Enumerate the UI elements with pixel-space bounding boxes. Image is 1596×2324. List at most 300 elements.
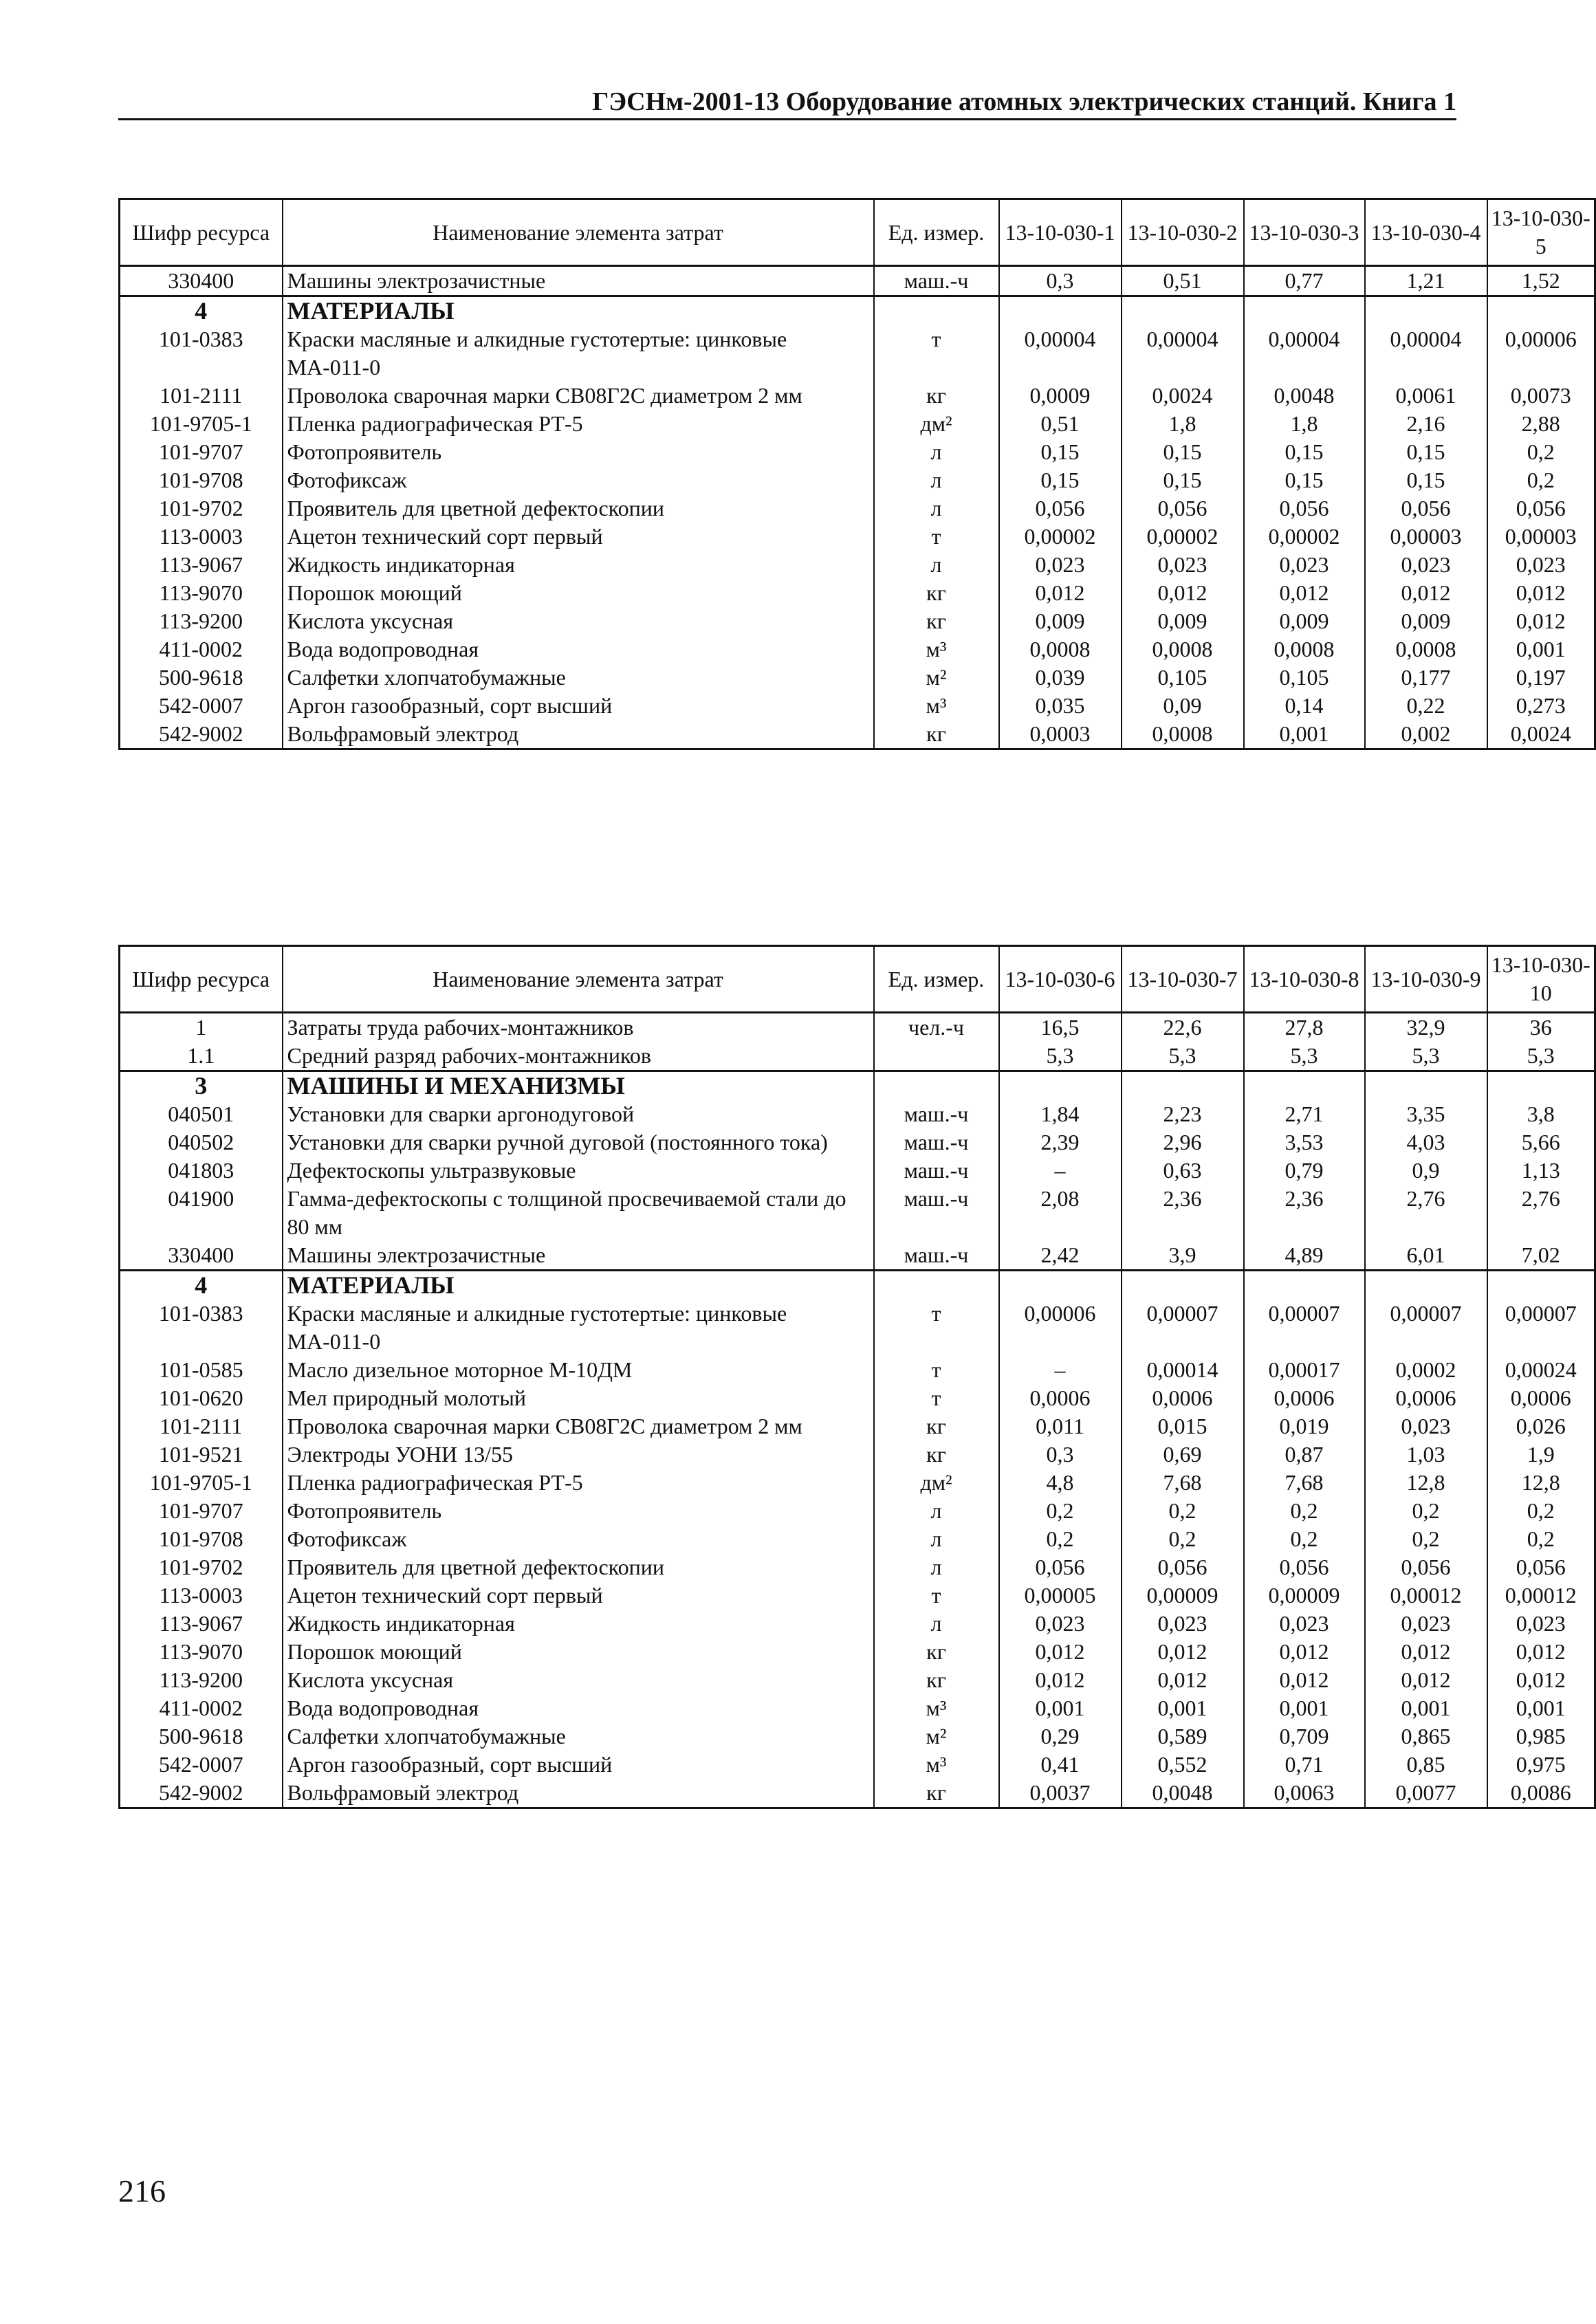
unit-cell: л [874, 1610, 999, 1638]
value-cell: 0,00006 [1487, 325, 1595, 382]
value-cell [1244, 296, 1365, 326]
resource-code: 1.1 [120, 1042, 283, 1071]
value-cell: 0,0008 [999, 635, 1122, 664]
resource-code: 101-2111 [120, 382, 283, 410]
value-cell [1487, 296, 1595, 326]
value-cell: 0,15 [1122, 438, 1244, 466]
value-cell: 0,023 [1487, 551, 1595, 579]
value-cell: 0,012 [1122, 1638, 1244, 1666]
table-row [120, 266, 1595, 296]
unit-cell: л [874, 1525, 999, 1553]
value-cell: 2,36 [1244, 1185, 1365, 1241]
value-cell: 0,00007 [1365, 1300, 1487, 1356]
resource-name: Порошок моющий [283, 579, 874, 607]
column-header: Наименование элемента затрат [283, 946, 874, 1013]
table-row [120, 635, 1595, 664]
unit-cell: м³ [874, 1751, 999, 1779]
unit-cell: кг [874, 1412, 999, 1440]
table-row [120, 466, 1595, 494]
value-cell: 0,00007 [1122, 1300, 1244, 1356]
column-header: 13-10-030-5 [1487, 199, 1595, 266]
table-row [120, 1013, 1595, 1042]
value-cell: 1,13 [1487, 1156, 1595, 1185]
value-cell: 0,001 [1487, 1694, 1595, 1722]
value-cell [1487, 1071, 1595, 1101]
value-cell: 0,056 [1487, 494, 1595, 523]
value-cell: 0,589 [1122, 1722, 1244, 1751]
table-row [120, 1497, 1595, 1525]
resource-code: 040502 [120, 1128, 283, 1156]
table-row [120, 692, 1595, 720]
resource-name: Установки для сварки ручной дуговой (постоянного тока) [283, 1128, 874, 1156]
value-cell: 0,00007 [1487, 1300, 1595, 1356]
unit-cell: кг [874, 1440, 999, 1469]
unit-cell: л [874, 1497, 999, 1525]
value-cell: 0,023 [999, 1610, 1122, 1638]
table-row [120, 1156, 1595, 1185]
value-cell: 5,66 [1487, 1128, 1595, 1156]
value-cell: 0,0006 [1365, 1384, 1487, 1412]
table-row [120, 1694, 1595, 1722]
table-row [120, 607, 1595, 635]
resource-code: 411-0002 [120, 1694, 283, 1722]
value-cell: 0,00005 [999, 1581, 1122, 1610]
value-cell: 0,056 [1122, 1553, 1244, 1581]
value-cell [1487, 1271, 1595, 1300]
table-row [120, 1638, 1595, 1666]
value-cell: 0,29 [999, 1722, 1122, 1751]
value-cell: 0,012 [999, 1638, 1122, 1666]
value-cell: 0,2 [1487, 466, 1595, 494]
column-header: 13-10-030-3 [1244, 199, 1365, 266]
resource-code: 411-0002 [120, 635, 283, 664]
unit-cell: т [874, 325, 999, 382]
resource-code: 500-9618 [120, 1722, 283, 1751]
value-cell [1365, 1271, 1487, 1300]
unit-cell: маш.-ч [874, 266, 999, 296]
value-cell: 0,012 [1244, 1666, 1365, 1694]
value-cell: 0,975 [1487, 1751, 1595, 1779]
value-cell: 0,69 [1122, 1440, 1244, 1469]
value-cell: 0,023 [999, 551, 1122, 579]
resource-code: 113-9200 [120, 607, 283, 635]
resource-name: Машины электрозачистные [283, 266, 874, 296]
resource-code: 330400 [120, 266, 283, 296]
unit-cell: маш.-ч [874, 1156, 999, 1185]
value-cell: 0,00009 [1122, 1581, 1244, 1610]
value-cell: 0,865 [1365, 1722, 1487, 1751]
value-cell: 0,15 [999, 438, 1122, 466]
value-cell: 0,51 [999, 410, 1122, 438]
column-header: 13-10-030-4 [1365, 199, 1487, 266]
column-header: 13-10-030-10 [1487, 946, 1595, 1013]
value-cell: 0,001 [1365, 1694, 1487, 1722]
value-cell: 2,76 [1365, 1185, 1487, 1241]
resource-name: Вольфрамовый электрод [283, 1779, 874, 1808]
value-cell [1122, 1271, 1244, 1300]
value-cell: 0,012 [999, 579, 1122, 607]
value-cell: 0,00004 [1122, 325, 1244, 382]
resource-name: Фотопроявитель [283, 438, 874, 466]
value-cell: 16,5 [999, 1013, 1122, 1042]
resource-code: 101-0585 [120, 1356, 283, 1384]
value-cell: 0,023 [1365, 551, 1487, 579]
resource-table-1 [118, 198, 1596, 750]
value-cell: 0,2 [1487, 1497, 1595, 1525]
value-cell: 0,00004 [999, 325, 1122, 382]
value-cell: 0,51 [1122, 266, 1244, 296]
column-header: 13-10-030-8 [1244, 946, 1365, 1013]
value-cell: 0,056 [1244, 494, 1365, 523]
value-cell: 0,0006 [1244, 1384, 1365, 1412]
value-cell: 0,023 [1487, 1610, 1595, 1638]
value-cell: 0,15 [1365, 466, 1487, 494]
resource-code: 101-9705-1 [120, 410, 283, 438]
value-cell: 3,9 [1122, 1241, 1244, 1271]
value-cell [999, 1271, 1122, 1300]
value-cell: 0,00024 [1487, 1356, 1595, 1384]
value-cell: 0,012 [999, 1666, 1122, 1694]
value-cell: 0,056 [999, 494, 1122, 523]
value-cell: 0,012 [1487, 1638, 1595, 1666]
unit-cell [874, 1271, 999, 1300]
table-row [120, 325, 1595, 382]
resource-name: Ацетон технический сорт первый [283, 523, 874, 551]
resource-name: Аргон газообразный, сорт высший [283, 1751, 874, 1779]
resource-name: Пленка радиографическая РТ-5 [283, 1469, 874, 1497]
value-cell: 0,015 [1122, 1412, 1244, 1440]
value-cell: 0,023 [1244, 551, 1365, 579]
table-row [120, 1185, 1595, 1241]
resource-code: 101-9708 [120, 1525, 283, 1553]
value-cell: 0,0086 [1487, 1779, 1595, 1808]
table-row [120, 1722, 1595, 1751]
resource-name: Пленка радиографическая РТ-5 [283, 410, 874, 438]
resource-name: Дефектоскопы ультразвуковые [283, 1156, 874, 1185]
value-cell: 0,023 [1122, 1610, 1244, 1638]
resource-name: Вода водопроводная [283, 1694, 874, 1722]
value-cell: 0,00003 [1487, 523, 1595, 551]
value-cell: 0,0048 [1244, 382, 1365, 410]
value-cell: 0,2 [1365, 1497, 1487, 1525]
value-cell: 7,68 [1244, 1469, 1365, 1497]
resource-name: Фотопроявитель [283, 1497, 874, 1525]
value-cell: 4,89 [1244, 1241, 1365, 1271]
resource-name: Проволока сварочная марки СВ08Г2С диаметром 2 мм [283, 1412, 874, 1440]
value-cell: 0,00009 [1244, 1581, 1365, 1610]
resource-name: Жидкость индикаторная [283, 551, 874, 579]
value-cell: 3,35 [1365, 1100, 1487, 1128]
resource-code: 542-9002 [120, 1779, 283, 1808]
resource-name: Фотофиксаж [283, 466, 874, 494]
unit-cell: т [874, 1356, 999, 1384]
resource-name: Машины электрозачистные [283, 1241, 874, 1271]
resource-name: Салфетки хлопчатобумажные [283, 664, 874, 692]
value-cell: 0,001 [1487, 635, 1595, 664]
column-header: Ед. измер. [874, 946, 999, 1013]
resource-code: 101-9702 [120, 1553, 283, 1581]
resource-name: Средний разряд рабочих-монтажников [283, 1042, 874, 1071]
unit-cell: кг [874, 1638, 999, 1666]
value-cell: 0,552 [1122, 1751, 1244, 1779]
value-cell: 36 [1487, 1013, 1595, 1042]
value-cell: 0,14 [1244, 692, 1365, 720]
value-cell: 0,00002 [1244, 523, 1365, 551]
value-cell: 0,012 [1244, 579, 1365, 607]
table-row [120, 1553, 1595, 1581]
resource-code: 101-9707 [120, 1497, 283, 1525]
value-cell: 0,105 [1244, 664, 1365, 692]
resource-code: 113-9070 [120, 1638, 283, 1666]
value-cell: 0,012 [1487, 579, 1595, 607]
value-cell: 5,3 [999, 1042, 1122, 1071]
value-cell: 0,002 [1365, 720, 1487, 749]
column-header: 13-10-030-1 [999, 199, 1122, 266]
value-cell: 0,012 [1244, 1638, 1365, 1666]
value-cell: 0,009 [1122, 607, 1244, 635]
unit-cell [874, 1071, 999, 1101]
value-cell: 0,00003 [1365, 523, 1487, 551]
resource-name: Аргон газообразный, сорт высший [283, 692, 874, 720]
value-cell: 0,0024 [1487, 720, 1595, 749]
value-cell: 0,985 [1487, 1722, 1595, 1751]
resource-name: МАТЕРИАЛЫ [283, 296, 874, 326]
resource-name: Кислота уксусная [283, 1666, 874, 1694]
resource-code: 113-9070 [120, 579, 283, 607]
value-cell: 0,2 [1487, 438, 1595, 466]
value-cell: 0,00012 [1487, 1581, 1595, 1610]
resource-code: 542-0007 [120, 1751, 283, 1779]
value-cell: 0,105 [1122, 664, 1244, 692]
resource-name: Затраты труда рабочих-монтажников [283, 1013, 874, 1042]
value-cell: 0,0024 [1122, 382, 1244, 410]
table-row [120, 1525, 1595, 1553]
value-cell: 0,00006 [999, 1300, 1122, 1356]
unit-cell [874, 296, 999, 326]
value-cell: 0,035 [999, 692, 1122, 720]
value-cell: 6,01 [1365, 1241, 1487, 1271]
resource-table-2 [118, 945, 1596, 1809]
value-cell: 1,8 [1122, 410, 1244, 438]
value-cell: 12,8 [1365, 1469, 1487, 1497]
unit-cell: л [874, 551, 999, 579]
resource-code: 041803 [120, 1156, 283, 1185]
unit-cell: кг [874, 1666, 999, 1694]
value-cell: 0,001 [1122, 1694, 1244, 1722]
value-cell: 0,15 [1365, 438, 1487, 466]
table-row [120, 438, 1595, 466]
value-cell: 0,056 [1365, 1553, 1487, 1581]
table-row [120, 1128, 1595, 1156]
unit-cell: т [874, 1384, 999, 1412]
unit-cell: маш.-ч [874, 1241, 999, 1271]
value-cell: 0,71 [1244, 1751, 1365, 1779]
value-cell: 7,68 [1122, 1469, 1244, 1497]
value-cell: 0,63 [1122, 1156, 1244, 1185]
table-row [120, 1300, 1595, 1356]
value-cell: 0,00004 [1365, 325, 1487, 382]
table-row [120, 1469, 1595, 1497]
table-row [120, 382, 1595, 410]
value-cell: 0,019 [1244, 1412, 1365, 1440]
unit-cell: т [874, 523, 999, 551]
resource-code: 500-9618 [120, 664, 283, 692]
table-row [120, 1581, 1595, 1610]
resource-code: 542-0007 [120, 692, 283, 720]
value-cell: 0,00007 [1244, 1300, 1365, 1356]
resource-code: 4 [120, 296, 283, 326]
value-cell: 0,0073 [1487, 382, 1595, 410]
unit-cell: дм² [874, 1469, 999, 1497]
resource-code: 3 [120, 1071, 283, 1101]
value-cell: 0,3 [999, 266, 1122, 296]
unit-cell: маш.-ч [874, 1128, 999, 1156]
resource-code: 101-9702 [120, 494, 283, 523]
resource-code: 542-9002 [120, 720, 283, 749]
resource-code: 101-9708 [120, 466, 283, 494]
column-header: 13-10-030-9 [1365, 946, 1487, 1013]
value-cell [1365, 1071, 1487, 1101]
value-cell: 0,012 [1365, 579, 1487, 607]
value-cell: 0,0009 [999, 382, 1122, 410]
unit-cell: кг [874, 1779, 999, 1808]
resource-code: 113-9067 [120, 551, 283, 579]
table-row [120, 1440, 1595, 1469]
value-cell: 0,012 [1487, 607, 1595, 635]
column-header: 13-10-030-2 [1122, 199, 1244, 266]
value-cell: 0,2 [1244, 1525, 1365, 1553]
unit-cell: кг [874, 720, 999, 749]
resource-code: 101-2111 [120, 1412, 283, 1440]
value-cell: 0,0006 [1487, 1384, 1595, 1412]
value-cell: 0,77 [1244, 266, 1365, 296]
table-row [120, 664, 1595, 692]
value-cell: 0,2 [1487, 1525, 1595, 1553]
value-cell: 0,011 [999, 1412, 1122, 1440]
table-row [120, 1412, 1595, 1440]
value-cell: 0,023 [1244, 1610, 1365, 1638]
value-cell: 22,6 [1122, 1013, 1244, 1042]
table-row [120, 551, 1595, 579]
value-cell: 0,2 [1244, 1497, 1365, 1525]
value-cell [1244, 1271, 1365, 1300]
unit-cell [874, 1042, 999, 1071]
resource-name: Кислота уксусная [283, 607, 874, 635]
unit-cell: чел.-ч [874, 1013, 999, 1042]
resource-name: МАТЕРИАЛЫ [283, 1271, 874, 1300]
value-cell: 0,2 [999, 1497, 1122, 1525]
page-number: 216 [118, 2173, 166, 2208]
table-row [120, 720, 1595, 749]
value-cell: 0,15 [1244, 466, 1365, 494]
value-cell: 0,00002 [999, 523, 1122, 551]
unit-cell: т [874, 1581, 999, 1610]
value-cell: 0,41 [999, 1751, 1122, 1779]
value-cell: 0,039 [999, 664, 1122, 692]
value-cell: 0,3 [999, 1440, 1122, 1469]
resource-name: Гамма-дефектоскопы с толщиной просвечиваемой стали до 80 мм [283, 1185, 874, 1241]
unit-cell: кг [874, 579, 999, 607]
unit-cell: маш.-ч [874, 1100, 999, 1128]
value-cell: 0,0048 [1122, 1779, 1244, 1808]
value-cell: – [999, 1156, 1122, 1185]
table-row [120, 579, 1595, 607]
value-cell: 2,23 [1122, 1100, 1244, 1128]
section-row [120, 296, 1595, 326]
value-cell: 2,39 [999, 1128, 1122, 1156]
unit-cell: т [874, 1300, 999, 1356]
unit-cell: м² [874, 664, 999, 692]
value-cell [1122, 296, 1244, 326]
value-cell: 0,15 [1244, 438, 1365, 466]
value-cell: 0,009 [1365, 607, 1487, 635]
value-cell: 2,08 [999, 1185, 1122, 1241]
value-cell [999, 296, 1122, 326]
table-row [120, 410, 1595, 438]
value-cell: 0,87 [1244, 1440, 1365, 1469]
value-cell: 2,71 [1244, 1100, 1365, 1128]
value-cell: 0,056 [999, 1553, 1122, 1581]
value-cell: 0,2 [1365, 1525, 1487, 1553]
value-cell: 0,056 [1122, 494, 1244, 523]
value-cell: 0,00002 [1122, 523, 1244, 551]
resource-name: МАШИНЫ И МЕХАНИЗМЫ [283, 1071, 874, 1101]
value-cell: 0,009 [1244, 607, 1365, 635]
value-cell: 0,012 [1122, 1666, 1244, 1694]
value-cell: 0,9 [1365, 1156, 1487, 1185]
resource-name: Проявитель для цветной дефектоскопии [283, 494, 874, 523]
resource-code: 101-9705-1 [120, 1469, 283, 1497]
value-cell: 0,001 [1244, 1694, 1365, 1722]
value-cell: 1,9 [1487, 1440, 1595, 1469]
value-cell: 1,52 [1487, 266, 1595, 296]
unit-cell: л [874, 466, 999, 494]
column-header: 13-10-030-7 [1122, 946, 1244, 1013]
resource-name: Вольфрамовый электрод [283, 720, 874, 749]
table-row [120, 1100, 1595, 1128]
unit-cell: маш.-ч [874, 1185, 999, 1241]
value-cell: 0,15 [1122, 466, 1244, 494]
value-cell: 0,056 [1365, 494, 1487, 523]
value-cell: 0,056 [1487, 1553, 1595, 1581]
value-cell: 2,42 [999, 1241, 1122, 1271]
value-cell: 0,0006 [1122, 1384, 1244, 1412]
resource-name: Краски масляные и алкидные густотертые: цинковые МА-011-0 [283, 325, 874, 382]
column-header: 13-10-030-6 [999, 946, 1122, 1013]
value-cell: 0,15 [999, 466, 1122, 494]
table-row [120, 523, 1595, 551]
resource-code: 113-9067 [120, 1610, 283, 1638]
table-row [120, 1666, 1595, 1694]
value-cell [1122, 1071, 1244, 1101]
value-cell: 5,3 [1244, 1042, 1365, 1071]
table-row [120, 1384, 1595, 1412]
value-cell: 0,012 [1365, 1638, 1487, 1666]
value-cell: 0,709 [1244, 1722, 1365, 1751]
value-cell: 0,012 [1122, 579, 1244, 607]
value-cell: 12,8 [1487, 1469, 1595, 1497]
value-cell: 0,09 [1122, 692, 1244, 720]
unit-cell: дм² [874, 410, 999, 438]
unit-cell: л [874, 438, 999, 466]
value-cell: 0,0002 [1365, 1356, 1487, 1384]
unit-cell: кг [874, 382, 999, 410]
resource-code: 101-9707 [120, 438, 283, 466]
value-cell: 2,16 [1365, 410, 1487, 438]
value-cell: 2,36 [1122, 1185, 1244, 1241]
resource-name: Краски масляные и алкидные густотертые: цинковые МА-011-0 [283, 1300, 874, 1356]
value-cell: 1,8 [1244, 410, 1365, 438]
